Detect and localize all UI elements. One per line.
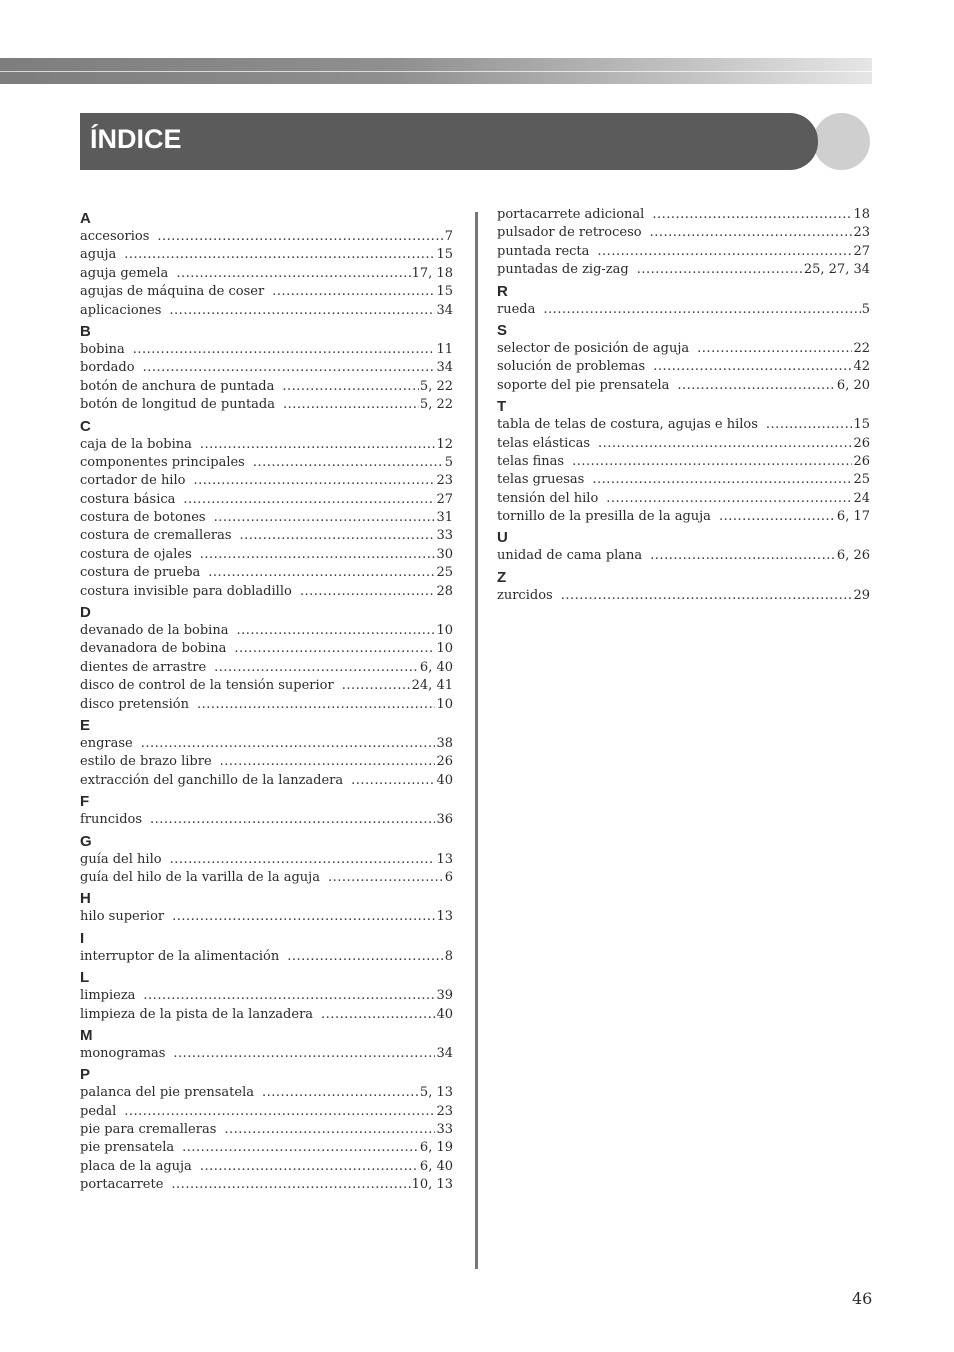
index-entry-term: guía del hilo <box>80 851 162 867</box>
index-entry <box>80 1139 453 1157</box>
index-entry-term: telas elásticas <box>497 435 590 451</box>
index-entry-term: aplicaciones <box>80 302 162 318</box>
index-entry-pages: 30 <box>436 546 453 562</box>
index-entry <box>80 1176 453 1194</box>
index-entry <box>497 377 870 395</box>
index-entry <box>497 301 870 319</box>
index-entry-pages: 10 <box>436 696 453 712</box>
index-entry-term: dientes de arrastre <box>80 659 207 675</box>
index-entry-term: portacarrete <box>80 1177 164 1193</box>
dot-leader <box>124 1103 435 1121</box>
index-entry-term: soporte del pie prensatela <box>497 377 670 393</box>
dot-leader <box>650 224 853 242</box>
index-entry <box>497 453 870 471</box>
index-entry-term: puntadas de zig-zag <box>497 262 629 278</box>
index-entry <box>497 261 870 279</box>
index-entry-term: costura de prueba <box>80 565 201 581</box>
index-entry-pages: 7 <box>444 229 453 244</box>
index-entry <box>80 659 453 677</box>
dot-leader <box>606 490 852 508</box>
index-entry-term: caja de la bobina <box>80 436 192 452</box>
index-letter-heading: G <box>80 832 92 850</box>
index-letter-heading: M <box>80 1026 93 1044</box>
dot-leader <box>172 908 435 926</box>
index-entry-pages: 26 <box>853 453 870 469</box>
dot-leader <box>561 587 853 605</box>
index-entry <box>80 454 453 472</box>
page-number: 46 <box>852 1289 873 1308</box>
dot-leader <box>272 283 435 301</box>
dot-leader <box>176 265 410 283</box>
index-entry-term: disco pretensión <box>80 696 189 712</box>
dot-leader <box>592 471 852 489</box>
dot-leader <box>224 1121 435 1139</box>
index-entry-term: costura de cremalleras <box>80 528 232 544</box>
dot-leader <box>543 301 860 319</box>
index-entry <box>80 341 453 359</box>
index-entry <box>80 908 453 926</box>
dot-leader <box>171 1176 410 1194</box>
index-entry-term: monogramas <box>80 1045 166 1061</box>
index-entry-term: costura invisible para dobladillo <box>80 583 292 599</box>
index-entry <box>80 472 453 490</box>
dot-leader <box>598 435 852 453</box>
index-entry-pages: 24 <box>853 490 870 506</box>
index-entry-term: devanado de la bobina <box>80 623 229 639</box>
index-entry-term: limpieza <box>80 988 136 1004</box>
index-entry-term: bobina <box>80 341 125 357</box>
index-entry <box>80 696 453 714</box>
index-entry-pages: 26 <box>436 754 453 770</box>
dot-leader <box>170 851 436 869</box>
dot-leader <box>321 1006 435 1024</box>
index-entry-term: aguja <box>80 247 117 263</box>
index-letter-heading: T <box>497 398 507 416</box>
index-entry-pages: 39 <box>436 988 453 1004</box>
index-entry-pages: 25 <box>853 472 870 488</box>
index-entry-pages: 13 <box>436 909 453 925</box>
index-letter-heading: I <box>80 929 85 947</box>
index-entry-pages: 6 <box>444 869 453 885</box>
dot-leader <box>208 564 435 582</box>
index-entry-term: botón de longitud de puntada <box>80 397 275 413</box>
index-letter-heading: S <box>497 321 508 339</box>
dot-leader <box>351 772 435 790</box>
dot-leader <box>650 547 836 565</box>
index-entry <box>497 206 870 224</box>
index-entry-pages: 5, 13 <box>419 1085 453 1101</box>
dot-leader <box>300 583 436 601</box>
index-entry <box>80 1158 453 1176</box>
index-entry-pages: 5 <box>444 454 453 470</box>
index-entry-term: cortador de hilo <box>80 473 186 489</box>
index-entry-term: costura básica <box>80 491 176 507</box>
dot-leader <box>169 302 435 320</box>
dot-leader <box>143 359 436 377</box>
index-entry <box>497 471 870 489</box>
dot-leader <box>677 377 836 395</box>
dot-leader <box>173 1045 435 1063</box>
index-letter-heading: R <box>497 282 508 300</box>
dot-leader <box>157 228 443 246</box>
index-entry-pages: 38 <box>436 735 453 751</box>
index-entry-term: solución de problemas <box>497 359 646 375</box>
index-entry <box>80 527 453 545</box>
dot-leader <box>200 546 436 564</box>
index-entry-pages: 33 <box>436 528 453 544</box>
index-entry-term: aguja gemela <box>80 265 169 281</box>
index-entry-term: engrase <box>80 735 133 751</box>
index-entry <box>80 302 453 320</box>
index-letter-heading: C <box>80 417 91 435</box>
index-entry <box>80 359 453 377</box>
index-entry-pages: 23 <box>853 225 870 241</box>
dot-leader <box>637 261 803 279</box>
index-entry <box>80 396 453 414</box>
index-entry-pages: 8 <box>444 948 453 964</box>
index-entry <box>80 869 453 887</box>
dot-leader <box>766 416 853 434</box>
index-entry-pages: 6, 40 <box>419 659 453 675</box>
index-entry-term: agujas de máquina de coser <box>80 284 265 300</box>
dot-leader <box>572 453 852 471</box>
index-entry <box>497 358 870 376</box>
dot-leader <box>719 508 836 526</box>
index-entry-term: rueda <box>497 301 536 317</box>
dot-leader <box>282 378 419 396</box>
index-entry-pages: 5 <box>861 301 870 317</box>
index-entry-pages: 15 <box>436 247 453 263</box>
index-entry-pages: 10, 13 <box>411 1177 453 1193</box>
index-entry-pages: 33 <box>436 1122 453 1138</box>
dot-leader <box>214 659 419 677</box>
index-entry-term: palanca del pie prensatela <box>80 1085 254 1101</box>
index-column-right <box>497 206 870 605</box>
index-entry-term: interruptor de la alimentación <box>80 948 280 964</box>
index-entry-term: pulsador de retroceso <box>497 225 642 241</box>
index-entry-term: telas gruesas <box>497 472 585 488</box>
index-entry-pages: 28 <box>436 583 453 599</box>
index-entry-term: selector de posición de aguja <box>497 340 690 356</box>
index-entry <box>80 378 453 396</box>
index-entry-term: disco de control de la tensión superior <box>80 678 334 694</box>
index-entry-term: zurcidos <box>497 587 553 603</box>
index-entry <box>80 1084 453 1102</box>
index-entry <box>80 546 453 564</box>
index-entry-pages: 27 <box>436 491 453 507</box>
index-entry-pages: 27 <box>853 243 870 259</box>
index-entry-pages: 23 <box>436 1103 453 1119</box>
index-letter-heading: H <box>80 890 91 908</box>
index-entry <box>80 1121 453 1139</box>
index-entry <box>80 1006 453 1024</box>
index-entry <box>497 243 870 261</box>
index-entry-pages: 5, 22 <box>419 397 453 413</box>
index-entry-pages: 6, 40 <box>419 1158 453 1174</box>
index-entry-pages: 6, 20 <box>836 377 870 393</box>
index-letter-heading: Z <box>497 568 507 586</box>
index-entry-term: placa de la aguja <box>80 1158 192 1174</box>
index-entry-pages: 42 <box>853 359 870 375</box>
index-entry <box>497 587 870 605</box>
index-entry-pages: 25 <box>436 565 453 581</box>
index-entry-term: componentes principales <box>80 454 245 470</box>
dot-leader <box>214 509 436 527</box>
dot-leader <box>220 753 436 771</box>
index-entry <box>497 435 870 453</box>
dot-leader <box>197 696 436 714</box>
index-entry-pages: 6, 17 <box>836 509 870 525</box>
index-entry-pages: 18 <box>853 207 870 222</box>
index-entry-term: fruncidos <box>80 812 143 828</box>
index-entry <box>80 283 453 301</box>
index-entry-term: limpieza de la pista de la lanzadera <box>80 1006 314 1022</box>
index-entry-pages: 22 <box>853 340 870 356</box>
index-entry-pages: 34 <box>436 302 453 318</box>
index-entry-pages: 17, 18 <box>411 265 453 281</box>
index-entry <box>80 228 453 246</box>
index-entry <box>80 753 453 771</box>
index-entry-term: costura de ojales <box>80 546 192 562</box>
index-entry <box>80 811 453 829</box>
index-entry <box>80 735 453 753</box>
dot-leader <box>652 206 852 224</box>
dot-leader <box>234 640 435 658</box>
index-entry-term: pie para cremalleras <box>80 1122 217 1138</box>
index-entry-term: unidad de cama plana <box>497 548 643 564</box>
index-column-left <box>80 207 453 1195</box>
index-entry-term: pedal <box>80 1103 117 1119</box>
index-entry-term: bordado <box>80 360 135 376</box>
index-entry-pages: 34 <box>436 360 453 376</box>
index-entry <box>80 772 453 790</box>
index-entry-pages: 15 <box>853 417 870 433</box>
index-entry <box>80 583 453 601</box>
index-entry-pages: 23 <box>436 473 453 489</box>
index-entry-term: botón de anchura de puntada <box>80 378 275 394</box>
dot-leader <box>124 246 435 264</box>
index-entry-pages: 6, 26 <box>836 548 870 564</box>
index-entry <box>497 508 870 526</box>
index-entry <box>80 1103 453 1121</box>
index-letter-heading: E <box>80 716 91 734</box>
dot-leader <box>697 340 852 358</box>
index-entry <box>80 491 453 509</box>
index-entry-pages: 11 <box>436 341 453 357</box>
index-entry-term: pie prensatela <box>80 1140 175 1156</box>
dot-leader <box>141 735 436 753</box>
dot-leader <box>183 491 435 509</box>
index-entry-term: estilo de brazo libre <box>80 754 212 770</box>
dot-leader <box>133 341 436 359</box>
index-letter-heading: F <box>80 793 90 811</box>
index-entry-term: extracción del ganchillo de la lanzadera <box>80 772 344 788</box>
index-entry-pages: 13 <box>436 851 453 867</box>
dot-leader <box>143 987 435 1005</box>
index-entry <box>497 490 870 508</box>
dot-leader <box>287 948 443 966</box>
dot-leader <box>193 472 435 490</box>
index-entry <box>497 224 870 242</box>
index-entry <box>80 851 453 869</box>
index-entry <box>80 677 453 695</box>
index-entry-term: guía del hilo de la varilla de la aguja <box>80 869 320 885</box>
index-letter-heading: U <box>497 529 508 547</box>
dot-leader <box>262 1084 419 1102</box>
index-entry-term: devanadora de bobina <box>80 641 227 657</box>
dot-leader <box>182 1139 419 1157</box>
dot-leader <box>240 527 436 545</box>
dot-leader <box>653 358 852 376</box>
index-entry <box>80 987 453 1005</box>
dot-leader <box>342 677 411 695</box>
index-entry <box>80 640 453 658</box>
index-entry-term: portacarrete adicional <box>497 207 645 222</box>
index-entry-pages: 24, 41 <box>411 678 453 694</box>
dot-leader <box>253 454 444 472</box>
index-entry-term: telas finas <box>497 453 565 469</box>
header-decoration-circle <box>813 113 870 170</box>
dot-leader <box>236 622 435 640</box>
index-letter-heading: B <box>80 322 91 340</box>
index-entry-pages: 15 <box>436 284 453 300</box>
index-letter-heading: D <box>80 604 91 622</box>
index-entry-term: tensión del hilo <box>497 490 599 506</box>
index-entry-pages: 36 <box>436 812 453 828</box>
index-entry-pages: 25, 27, 34 <box>803 262 870 278</box>
header-stripe <box>0 58 872 84</box>
dot-leader <box>328 869 444 887</box>
index-entry-pages: 31 <box>436 510 453 526</box>
column-divider <box>475 212 478 1269</box>
index-entry-pages: 34 <box>436 1045 453 1061</box>
index-entry <box>80 622 453 640</box>
index-entry <box>80 436 453 454</box>
index-entry-term: tabla de telas de costura, agujas e hilos <box>497 417 758 433</box>
index-entry <box>497 547 870 565</box>
index-entry-term: puntada recta <box>497 243 590 259</box>
title-banner <box>80 113 818 170</box>
index-letter-heading: P <box>80 1066 91 1084</box>
index-entry-term: tornillo de la presilla de la aguja <box>497 509 711 525</box>
index-entry-pages: 26 <box>853 435 870 451</box>
index-entry-term: hilo superior <box>80 909 165 925</box>
index-entry <box>80 246 453 264</box>
index-entry <box>497 340 870 358</box>
index-entry-term: accesorios <box>80 229 150 244</box>
index-letter-heading: L <box>80 969 90 987</box>
index-entry <box>497 416 870 434</box>
index-entry <box>80 265 453 283</box>
index-entry-term: costura de botones <box>80 510 206 526</box>
index-entry-pages: 40 <box>436 772 453 788</box>
dot-leader <box>200 1158 419 1176</box>
dot-leader <box>283 396 419 414</box>
index-entry-pages: 5, 22 <box>419 378 453 394</box>
index-entry <box>80 1045 453 1063</box>
index-entry <box>80 509 453 527</box>
index-letter-heading: A <box>80 210 91 227</box>
page-title: ÍNDICE <box>90 124 182 154</box>
index-entry-pages: 10 <box>436 623 453 639</box>
index-entry-pages: 29 <box>853 587 870 603</box>
dot-leader <box>150 811 435 829</box>
dot-leader <box>597 243 852 261</box>
index-entry-pages: 12 <box>436 436 453 452</box>
index-entry <box>80 564 453 582</box>
index-entry <box>80 948 453 966</box>
index-entry-pages: 10 <box>436 641 453 657</box>
index-entry-pages: 40 <box>436 1006 453 1022</box>
dot-leader <box>200 436 436 454</box>
index-entry-pages: 6, 19 <box>419 1140 453 1156</box>
